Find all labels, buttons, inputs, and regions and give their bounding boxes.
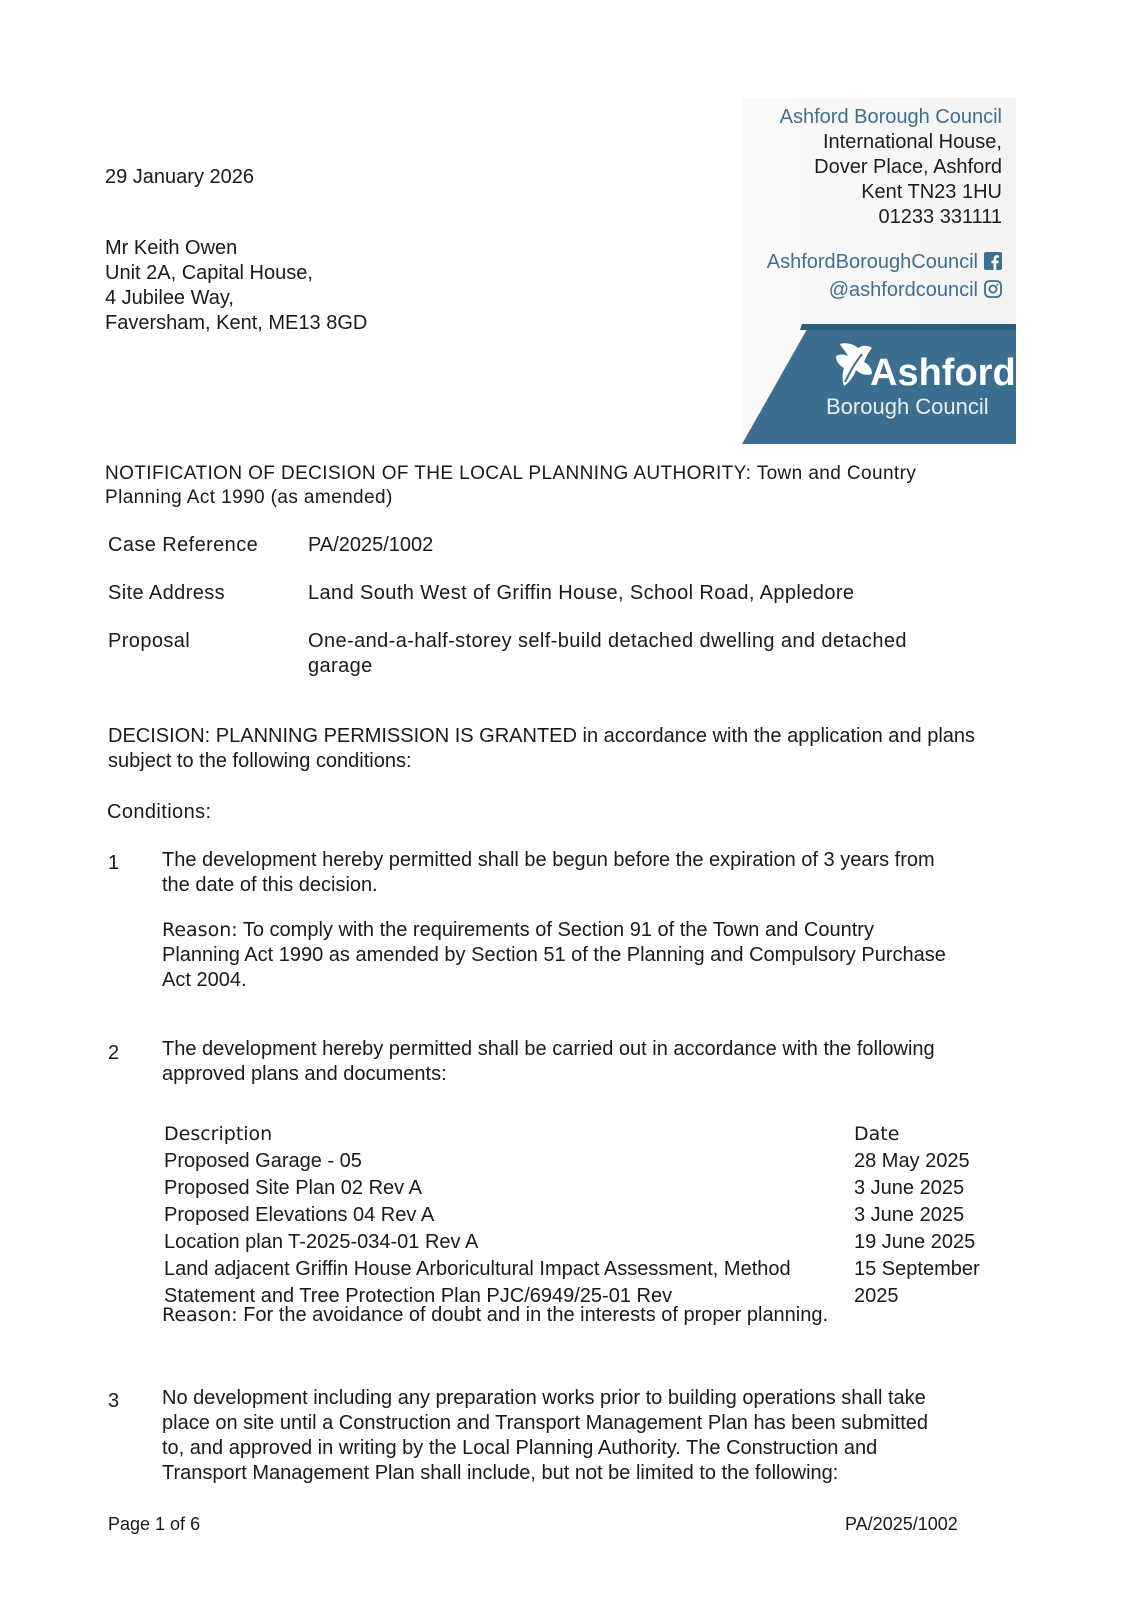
document-date: 19 June 2025 — [854, 1231, 976, 1253]
condition-number: 2 — [108, 1042, 120, 1064]
condition-text — [162, 1037, 1032, 1087]
notice-title-line: NOTIFICATION OF DECISION OF THE LOCAL PLANNING AUTHORITY: Town and Country — [105, 463, 917, 484]
condition-reason — [162, 1303, 1032, 1328]
recipient-address — [105, 236, 367, 336]
facebook-handle: AshfordBoroughCouncil — [766, 251, 978, 273]
description-header: Description — [164, 1123, 273, 1145]
condition-text-line: approved plans and documents: — [162, 1063, 447, 1085]
notice-title-line: Planning Act 1990 (as amended) — [105, 487, 393, 508]
recipient-line: Faversham, Kent, ME13 8GD — [105, 312, 368, 334]
condition-text — [162, 848, 1032, 898]
table-row — [164, 1229, 1004, 1256]
document-description: Proposed Site Plan 02 Rev A — [164, 1177, 422, 1199]
council-facebook — [767, 250, 1002, 275]
condition-reason-line — [162, 1303, 1032, 1328]
document-date: 28 May 2025 — [854, 1150, 970, 1172]
council-address-line: International House, — [822, 131, 1002, 153]
logo-word: Ashford — [870, 352, 1016, 394]
document-description — [164, 1256, 854, 1310]
recipient-line: 4 Jubilee Way, — [105, 287, 234, 309]
document-description: Proposed Elevations 04 Rev A — [164, 1204, 435, 1226]
site-address-label: Site Address — [108, 582, 226, 604]
condition-reason — [162, 918, 1032, 993]
condition-text-line: The development hereby permitted shall be carried out in accordance with the following — [162, 1038, 935, 1060]
council-address-line: Kent TN23 1HU — [861, 181, 1002, 203]
condition-text-line: the date of this decision. — [162, 874, 378, 896]
facebook-icon — [984, 252, 1002, 270]
proposal-value — [308, 629, 988, 679]
condition-text-line: The development hereby permitted shall be begun before the expiration of 3 years from — [162, 849, 935, 871]
proposal-line: garage — [308, 655, 373, 677]
document-description: Location plan T-2025-034-01 Rev A — [164, 1231, 479, 1253]
condition-reason-line — [162, 918, 1032, 943]
table-header-row — [164, 1121, 1004, 1148]
case-reference-label: Case Reference — [108, 534, 259, 556]
decision-line: subject to the following conditions: — [108, 750, 412, 772]
notice-title — [105, 462, 1025, 510]
date-header: Date — [854, 1123, 900, 1145]
council-name: Ashford Borough Council — [779, 106, 1002, 128]
decision-statement — [108, 724, 1048, 774]
document-date: 3 June 2025 — [854, 1177, 965, 1199]
reason-label: Reason: — [162, 919, 238, 941]
document-description-line: Land adjacent Griffin House Arboricultural Impact Assessment, Method — [164, 1258, 791, 1280]
reason-label: Reason: — [162, 1304, 238, 1326]
approved-documents-table — [164, 1121, 1004, 1310]
table-row — [164, 1256, 1004, 1310]
proposal-line: One-and-a-half-storey self-build detached dwelling and detached — [308, 630, 907, 652]
recipient-line: Unit 2A, Capital House, — [105, 262, 313, 284]
table-row — [164, 1175, 1004, 1202]
condition-reason-line: Act 2004. — [162, 969, 247, 991]
condition-text-line: Transport Management Plan shall include, but not be limited to the following: — [162, 1462, 839, 1484]
page-number: Page 1 of 6 — [108, 1514, 201, 1534]
instagram-handle: @ashfordcouncil — [828, 279, 978, 301]
letter-date: 29 January 2026 — [105, 166, 255, 188]
case-reference-value: PA/2025/1002 — [308, 534, 434, 556]
footer-reference: PA/2025/1002 — [845, 1514, 958, 1534]
condition-number: 3 — [108, 1390, 120, 1412]
condition-text — [162, 1386, 1032, 1486]
proposal-label: Proposal — [108, 630, 191, 652]
logo-subtitle: Borough Council — [826, 394, 989, 419]
recipient-name: Mr Keith Owen — [105, 237, 238, 259]
council-phone: 01233 331111 — [878, 206, 1002, 228]
reason-text: To comply with the requirements of Section 91 of the Town and Country — [242, 919, 874, 941]
reason-text: For the avoidance of doubt and in the interests of proper planning. — [243, 1304, 829, 1326]
document-date-line: 2025 — [854, 1285, 899, 1307]
document-date-line: 15 September — [854, 1258, 980, 1280]
condition-text-line: to, and approved in writing by the Local Planning Authority. The Construction and — [162, 1437, 878, 1459]
document-description-line: Statement and Tree Protection Plan PJC/6949/25-01 Rev — [164, 1285, 673, 1307]
document-description: Proposed Garage - 05 — [164, 1150, 362, 1172]
decision-line: DECISION: PLANNING PERMISSION IS GRANTED in accordance with the application and plans — [108, 725, 976, 747]
instagram-icon — [984, 280, 1002, 298]
document-date: 3 June 2025 — [854, 1204, 965, 1226]
condition-number: 1 — [108, 852, 120, 874]
condition-reason-line: Planning Act 1990 as amended by Section 51 of the Planning and Compulsory Purchase — [162, 944, 946, 966]
council-logo — [742, 324, 1016, 444]
site-address-value: Land South West of Griffin House, School Road, Appledore — [308, 582, 855, 604]
council-address-line: Dover Place, Ashford — [814, 156, 1002, 178]
council-instagram — [829, 278, 1002, 303]
document-date — [854, 1256, 1004, 1310]
condition-text-line: place on site until a Construction and Transport Management Plan has been submitted — [162, 1412, 929, 1434]
table-row — [164, 1202, 1004, 1229]
conditions-heading: Conditions: — [107, 801, 212, 823]
table-row — [164, 1148, 1004, 1175]
condition-text-line: No development including any preparation works prior to building operations shall take — [162, 1387, 926, 1409]
